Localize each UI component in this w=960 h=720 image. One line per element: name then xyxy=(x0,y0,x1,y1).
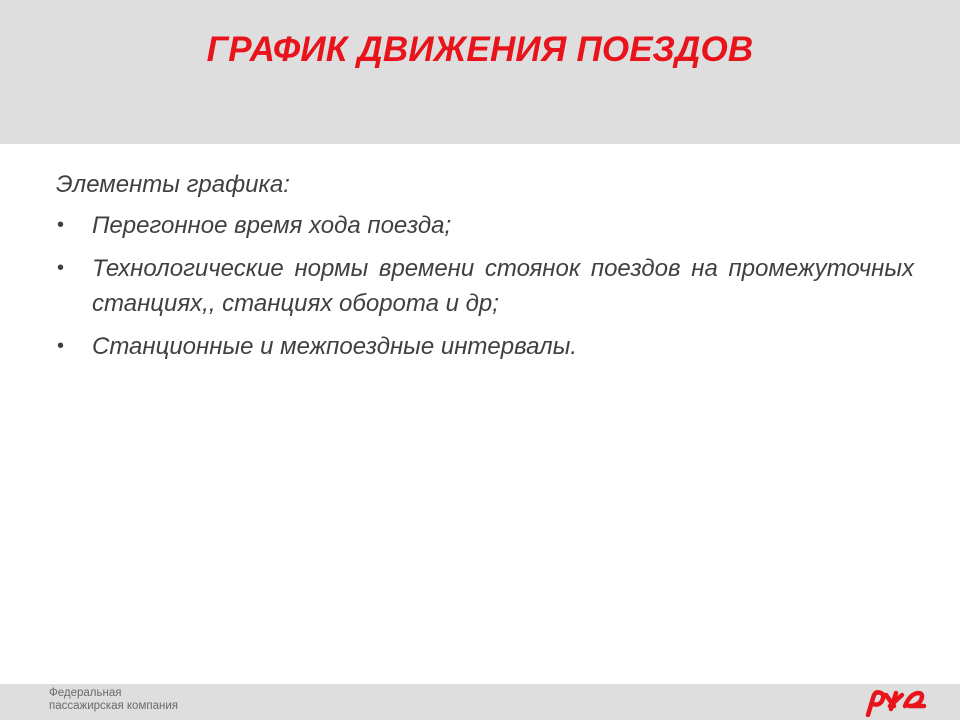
company-line-2: пассажирская компания xyxy=(49,700,178,712)
intro-text: Элементы графика: xyxy=(56,171,290,198)
bullet-text: Станционные и межпоездные интервалы. xyxy=(92,333,578,360)
bullet-list xyxy=(56,208,914,364)
company-name xyxy=(49,687,178,713)
list-item xyxy=(56,329,914,364)
bullet-text: Перегонное время хода поезда; xyxy=(92,212,452,239)
bullet-icon: • xyxy=(57,335,65,357)
header-band xyxy=(0,0,960,144)
footer-band xyxy=(0,684,960,720)
list-item xyxy=(56,208,914,243)
company-line-1: Федеральная xyxy=(49,687,122,699)
slide-content xyxy=(56,168,914,372)
bullet-icon: • xyxy=(57,214,65,236)
bullet-icon: • xyxy=(57,257,65,279)
list-item xyxy=(56,251,914,321)
bullet-text: Технологические нормы времени стоянок поездов на промежуточных станциях,, станциях оборота и др; xyxy=(92,255,914,317)
slide-title: ГРАФИК ДВИЖЕНИЯ ПОЕЗДОВ xyxy=(206,30,754,69)
rzd-logo-icon xyxy=(858,685,930,717)
